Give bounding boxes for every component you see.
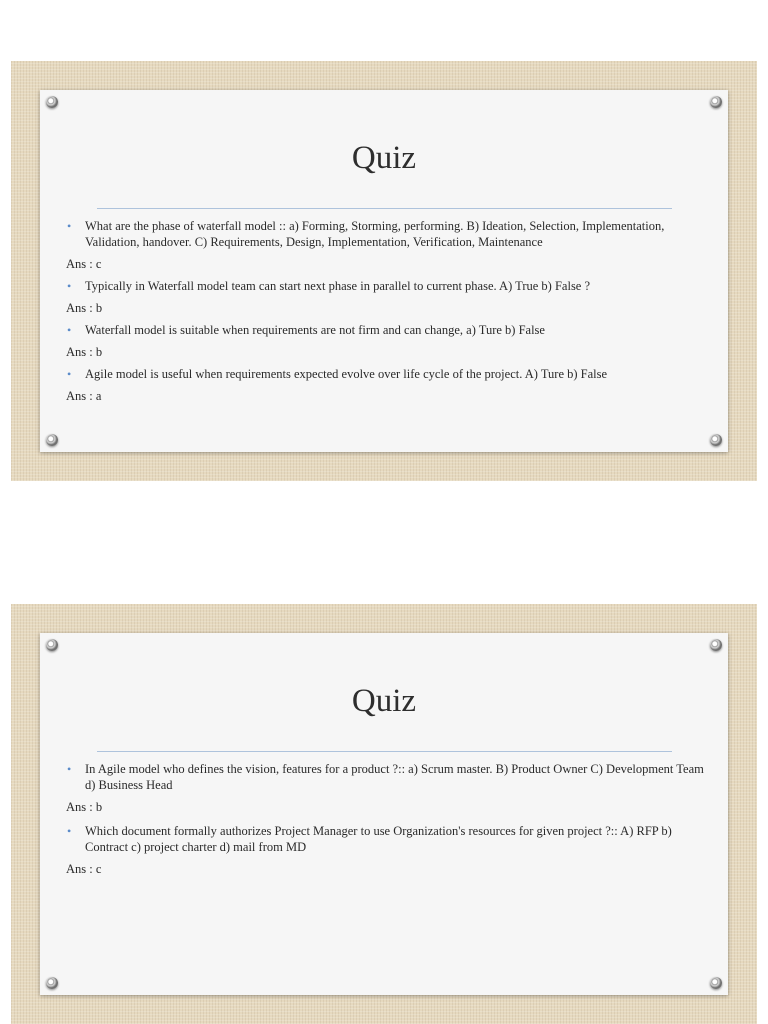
bullet-icon: • — [67, 219, 72, 233]
slide-title: Quiz — [351, 140, 417, 176]
thumbtack-icon — [46, 639, 58, 651]
quiz-content — [66, 218, 706, 410]
thumbtack-icon — [710, 977, 722, 989]
question-text: Waterfall model is suitable when requirements are not firm and can change, a) Ture b) False — [85, 323, 545, 337]
thumbtack-icon — [710, 96, 722, 108]
thumbtack-icon — [46, 96, 58, 108]
bullet-icon: • — [67, 367, 72, 381]
thumbtack-icon — [710, 639, 722, 651]
quiz-question — [66, 278, 706, 294]
question-text: Typically in Waterfall model team can start next phase in parallel to current phase. A) True b) False ? — [85, 279, 591, 293]
thumbtack-icon — [46, 977, 58, 989]
slide-card — [40, 90, 728, 452]
quiz-answer: Ans : b — [66, 301, 103, 315]
quiz-answer: Ans : b — [66, 345, 103, 359]
bullet-icon: • — [67, 323, 72, 337]
quiz-question — [66, 761, 706, 793]
bullet-icon: • — [67, 279, 72, 293]
thumbtack-icon — [46, 434, 58, 446]
quiz-question — [66, 366, 706, 382]
slide-1 — [11, 61, 757, 481]
slide-card — [40, 633, 728, 995]
quiz-answer: Ans : b — [66, 800, 103, 814]
quiz-content — [66, 761, 706, 883]
title-divider — [97, 208, 672, 209]
question-text: Agile model is useful when requirements expected evolve over life cycle of the project. A) Ture b) False — [85, 367, 608, 381]
question-text: Which document formally authorizes Project Manager to use Organization's resources for given project ?:: A) RFP b) Contract c) project charter d) mail from MD — [85, 824, 672, 854]
quiz-answer: Ans : a — [66, 389, 102, 403]
quiz-question — [66, 322, 706, 338]
quiz-question — [66, 823, 706, 855]
slide-2 — [11, 604, 757, 1024]
thumbtack-icon — [710, 434, 722, 446]
bullet-icon: • — [67, 762, 72, 776]
question-text: What are the phase of waterfall model :: a) Forming, Storming, performing. B) Ideation, Selection, Implementation, Validation, handover. C) Requirements, Design, Implementation, Verification, Maintenance — [85, 219, 665, 249]
slide-title: Quiz — [351, 683, 417, 719]
quiz-question — [66, 218, 706, 250]
quiz-answer: Ans : c — [66, 257, 102, 271]
question-text: In Agile model who defines the vision, features for a product ?:: a) Scrum master. B) Product Owner C) Development Team d) Business Head — [85, 762, 704, 792]
title-divider — [97, 751, 672, 752]
quiz-answer: Ans : c — [66, 862, 102, 876]
bullet-icon: • — [67, 824, 72, 838]
